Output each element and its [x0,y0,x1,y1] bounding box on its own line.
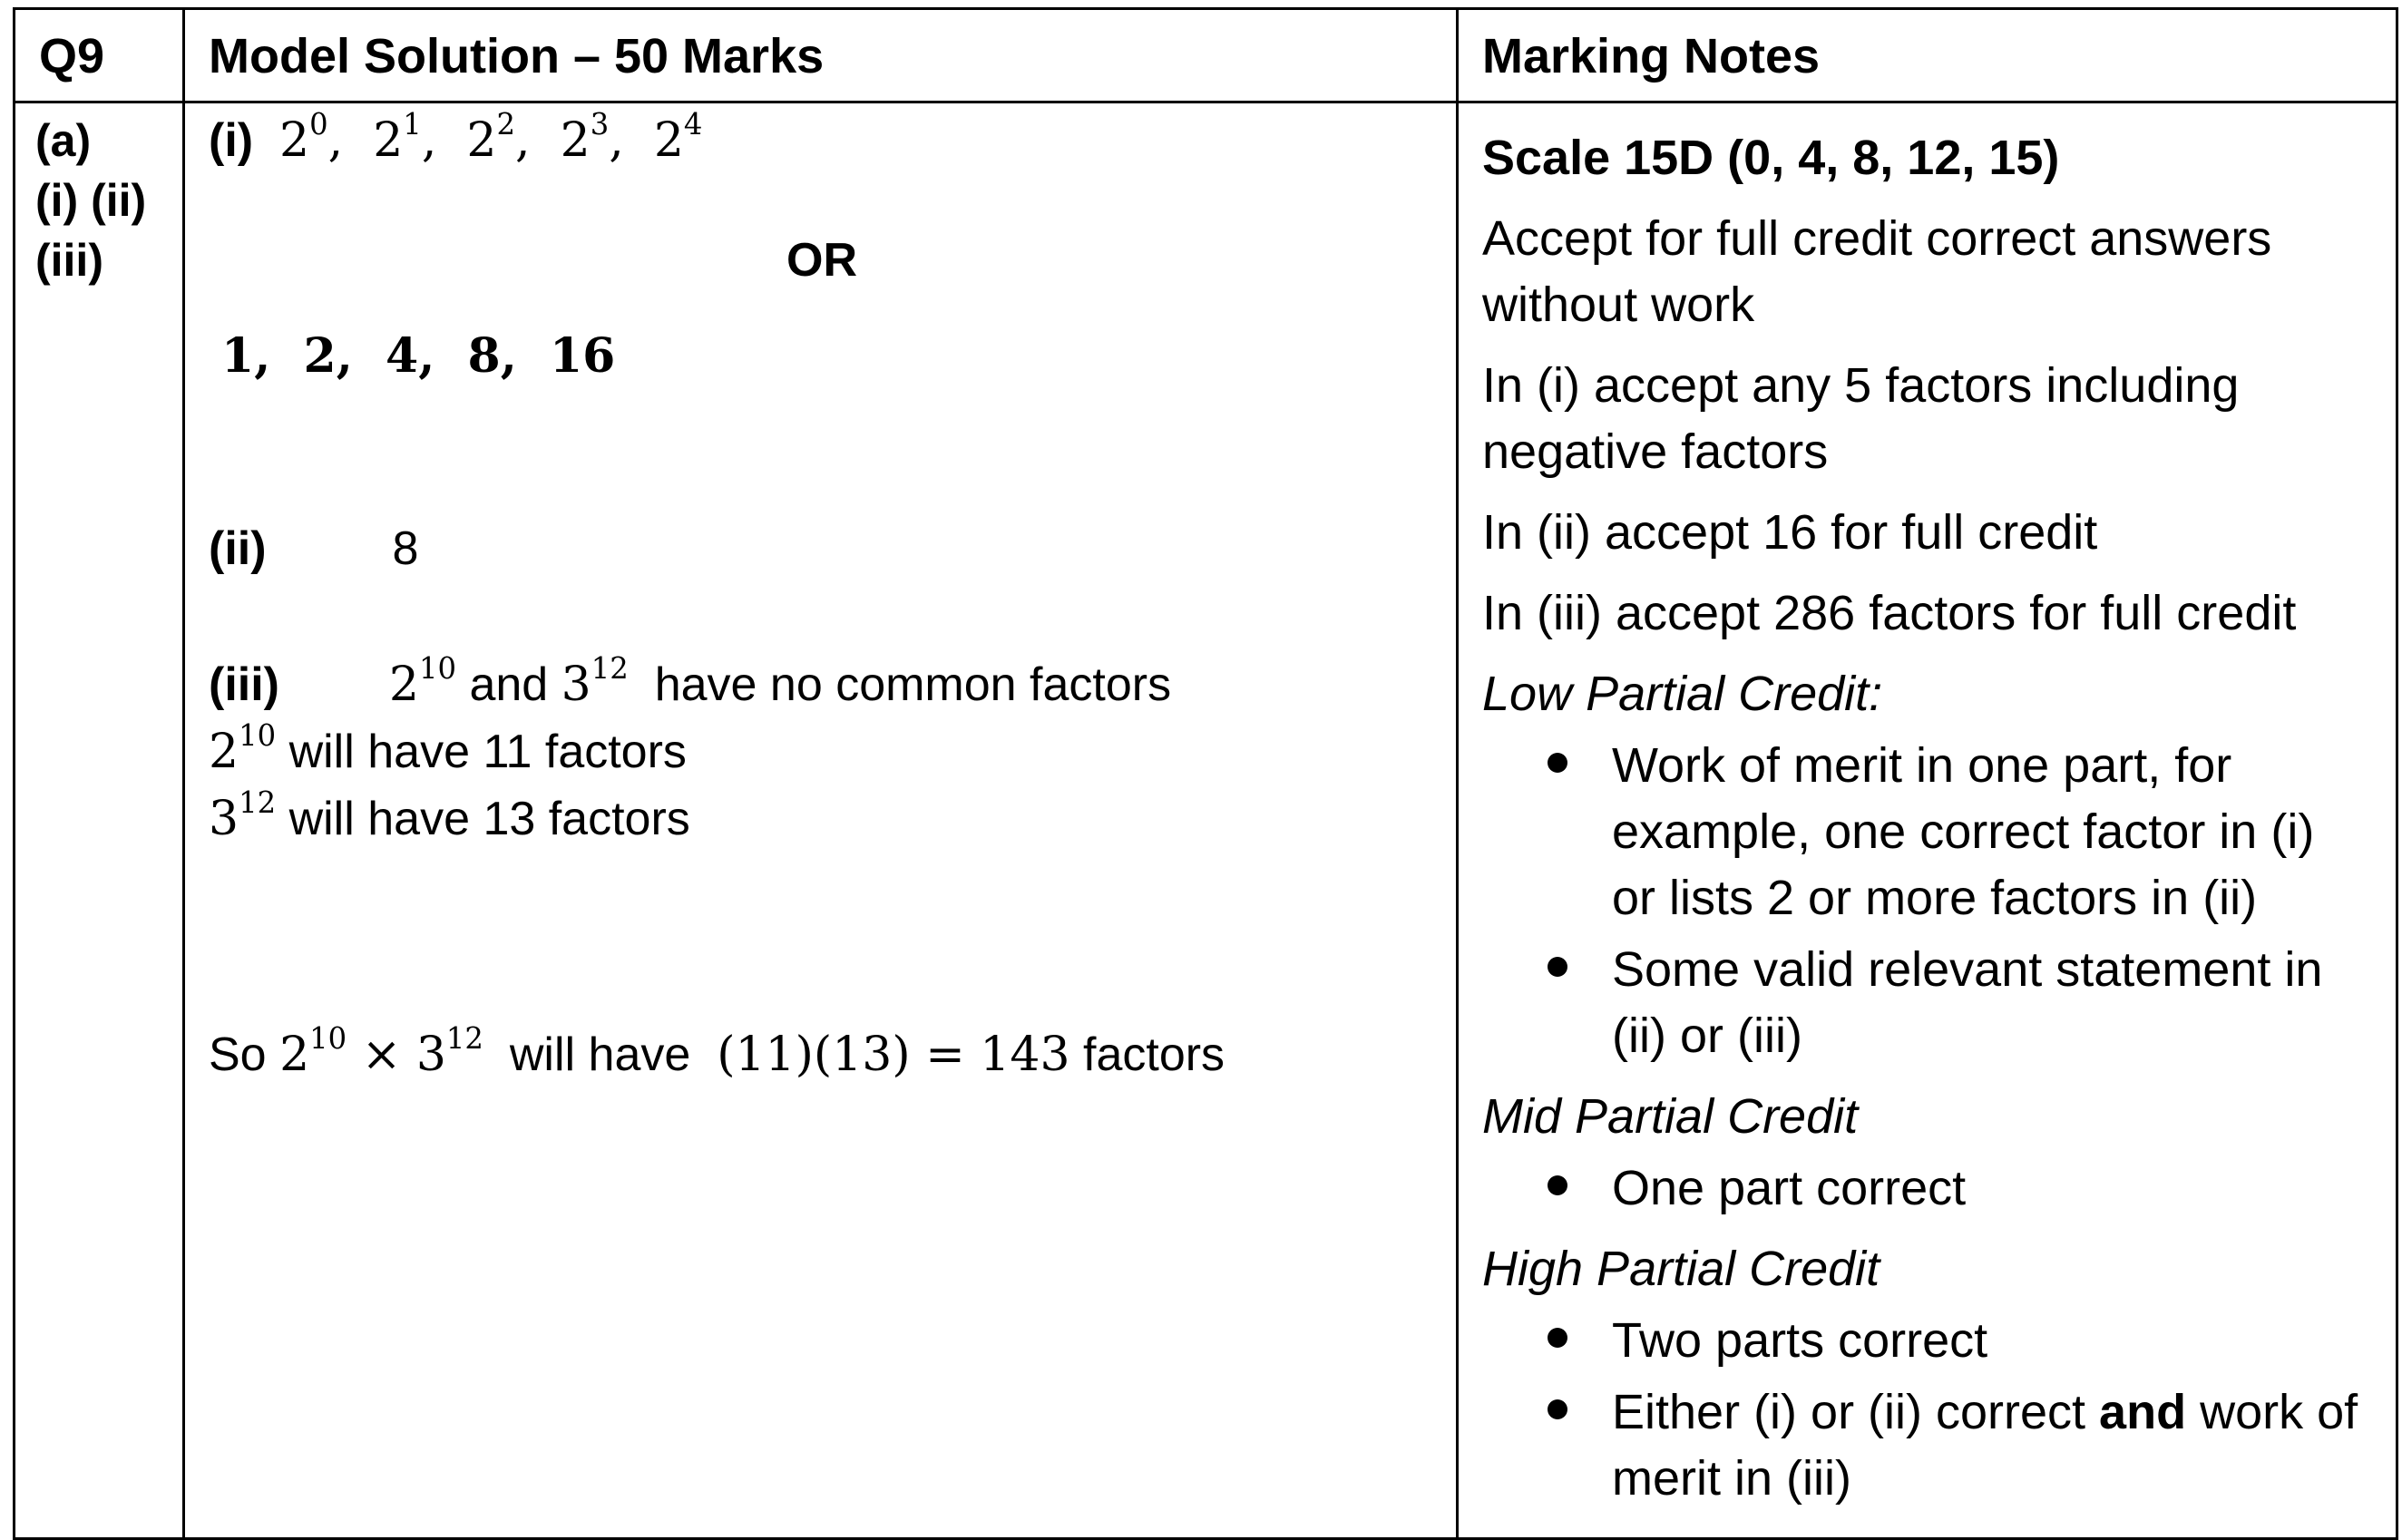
bullet-icon [1548,753,1567,773]
part-label-i-ii: (i) (ii) [35,175,147,226]
high-partial-credit-list [1482,1308,2370,1512]
model-solution-cell [185,103,1459,1537]
header-marking-notes [1459,10,2396,103]
value-term: 2 [303,328,337,384]
marking-notes-cell [1459,103,2396,1537]
solution-iii-line2: $2^{10}$ will have 11 factors [209,717,687,779]
value-term: 16 [550,328,616,384]
high-partial-credit-title: High Partial Credit [1482,1242,1880,1296]
value-term: 1 [221,328,255,384]
part-labels-cell [15,103,185,1537]
power-term: $2^3$ [560,106,610,168]
bullet-icon [1548,957,1567,977]
power-term: $2^1$ [373,106,422,168]
solution-ii [209,515,418,582]
header-question-number [15,10,185,103]
bullet-icon [1548,1328,1567,1348]
mid-partial-credit-list [1482,1155,2370,1222]
marking-scheme-table [13,7,2398,1540]
value-term: 4 [386,328,419,384]
solution-i-powers: (i) $2^0$, $2^1$, $2^2$, $2^3$, $2^4$ [209,106,703,168]
power-term: $2^0$ [279,106,328,168]
solution-iii-line1: (iii) $2^{10}$ and $3^{12}$ have no common factors [209,650,1172,712]
notes-scale: Scale 15D (0, 4, 8, 12, 15) [1482,131,2060,185]
part-label-a: (a) [35,115,92,166]
solution-iii-line3: $3^{12}$ will have 13 factors [209,785,690,846]
solution-ii-label: (ii) [209,522,267,575]
bullet-icon [1548,1399,1567,1419]
list-item: Some valid relevant statement in (ii) or (iii) [1482,937,2370,1069]
notes-full-credit: Accept for full credit correct answers without work [1482,211,2272,332]
list-item: One part correct [1482,1155,2370,1222]
notes-part-i: In (i) accept any 5 factors including negative factors [1482,358,2240,479]
part-label-iii: (iii) [35,235,103,286]
header-model-solution [185,10,1459,103]
bullet-icon [1548,1175,1567,1195]
notes-part-iii: In (iii) accept 286 factors for full credit [1482,586,2297,640]
question-label: Q9 [39,29,105,83]
solution-title: Model Solution – 50 Marks [209,29,825,83]
low-partial-credit-title: Low Partial Credit: [1482,667,1883,721]
solution-i-values: 1, 2, 4, 8, 16 [221,328,616,384]
mid-partial-credit-title: Mid Partial Credit [1482,1089,1859,1144]
value-term: 8 [467,328,501,384]
notes-title: Marking Notes [1482,29,1821,83]
solution-iii-conclusion: So $2^{10} \times 3^{12}$ will have (11)(13) = 143 factors [209,1020,1225,1082]
power-term: $2^4$ [653,106,703,168]
notes-part-ii: In (ii) accept 16 for full credit [1482,505,2098,560]
list-item: Work of merit in one part, for example, one correct factor in (i) or lists 2 or more factors in (ii) [1482,733,2370,931]
solution-ii-answer: 8 [392,522,419,575]
solution-or: OR [786,234,857,287]
list-item: Two parts correct [1482,1308,2370,1374]
power-term: $2^2$ [466,106,516,168]
low-partial-credit-list [1482,733,2370,1069]
solution-iii-label: (iii) [209,658,279,711]
list-item: Either (i) or (ii) correct and work of merit in (iii) [1482,1379,2370,1512]
solution-i-label: (i) [209,114,254,167]
